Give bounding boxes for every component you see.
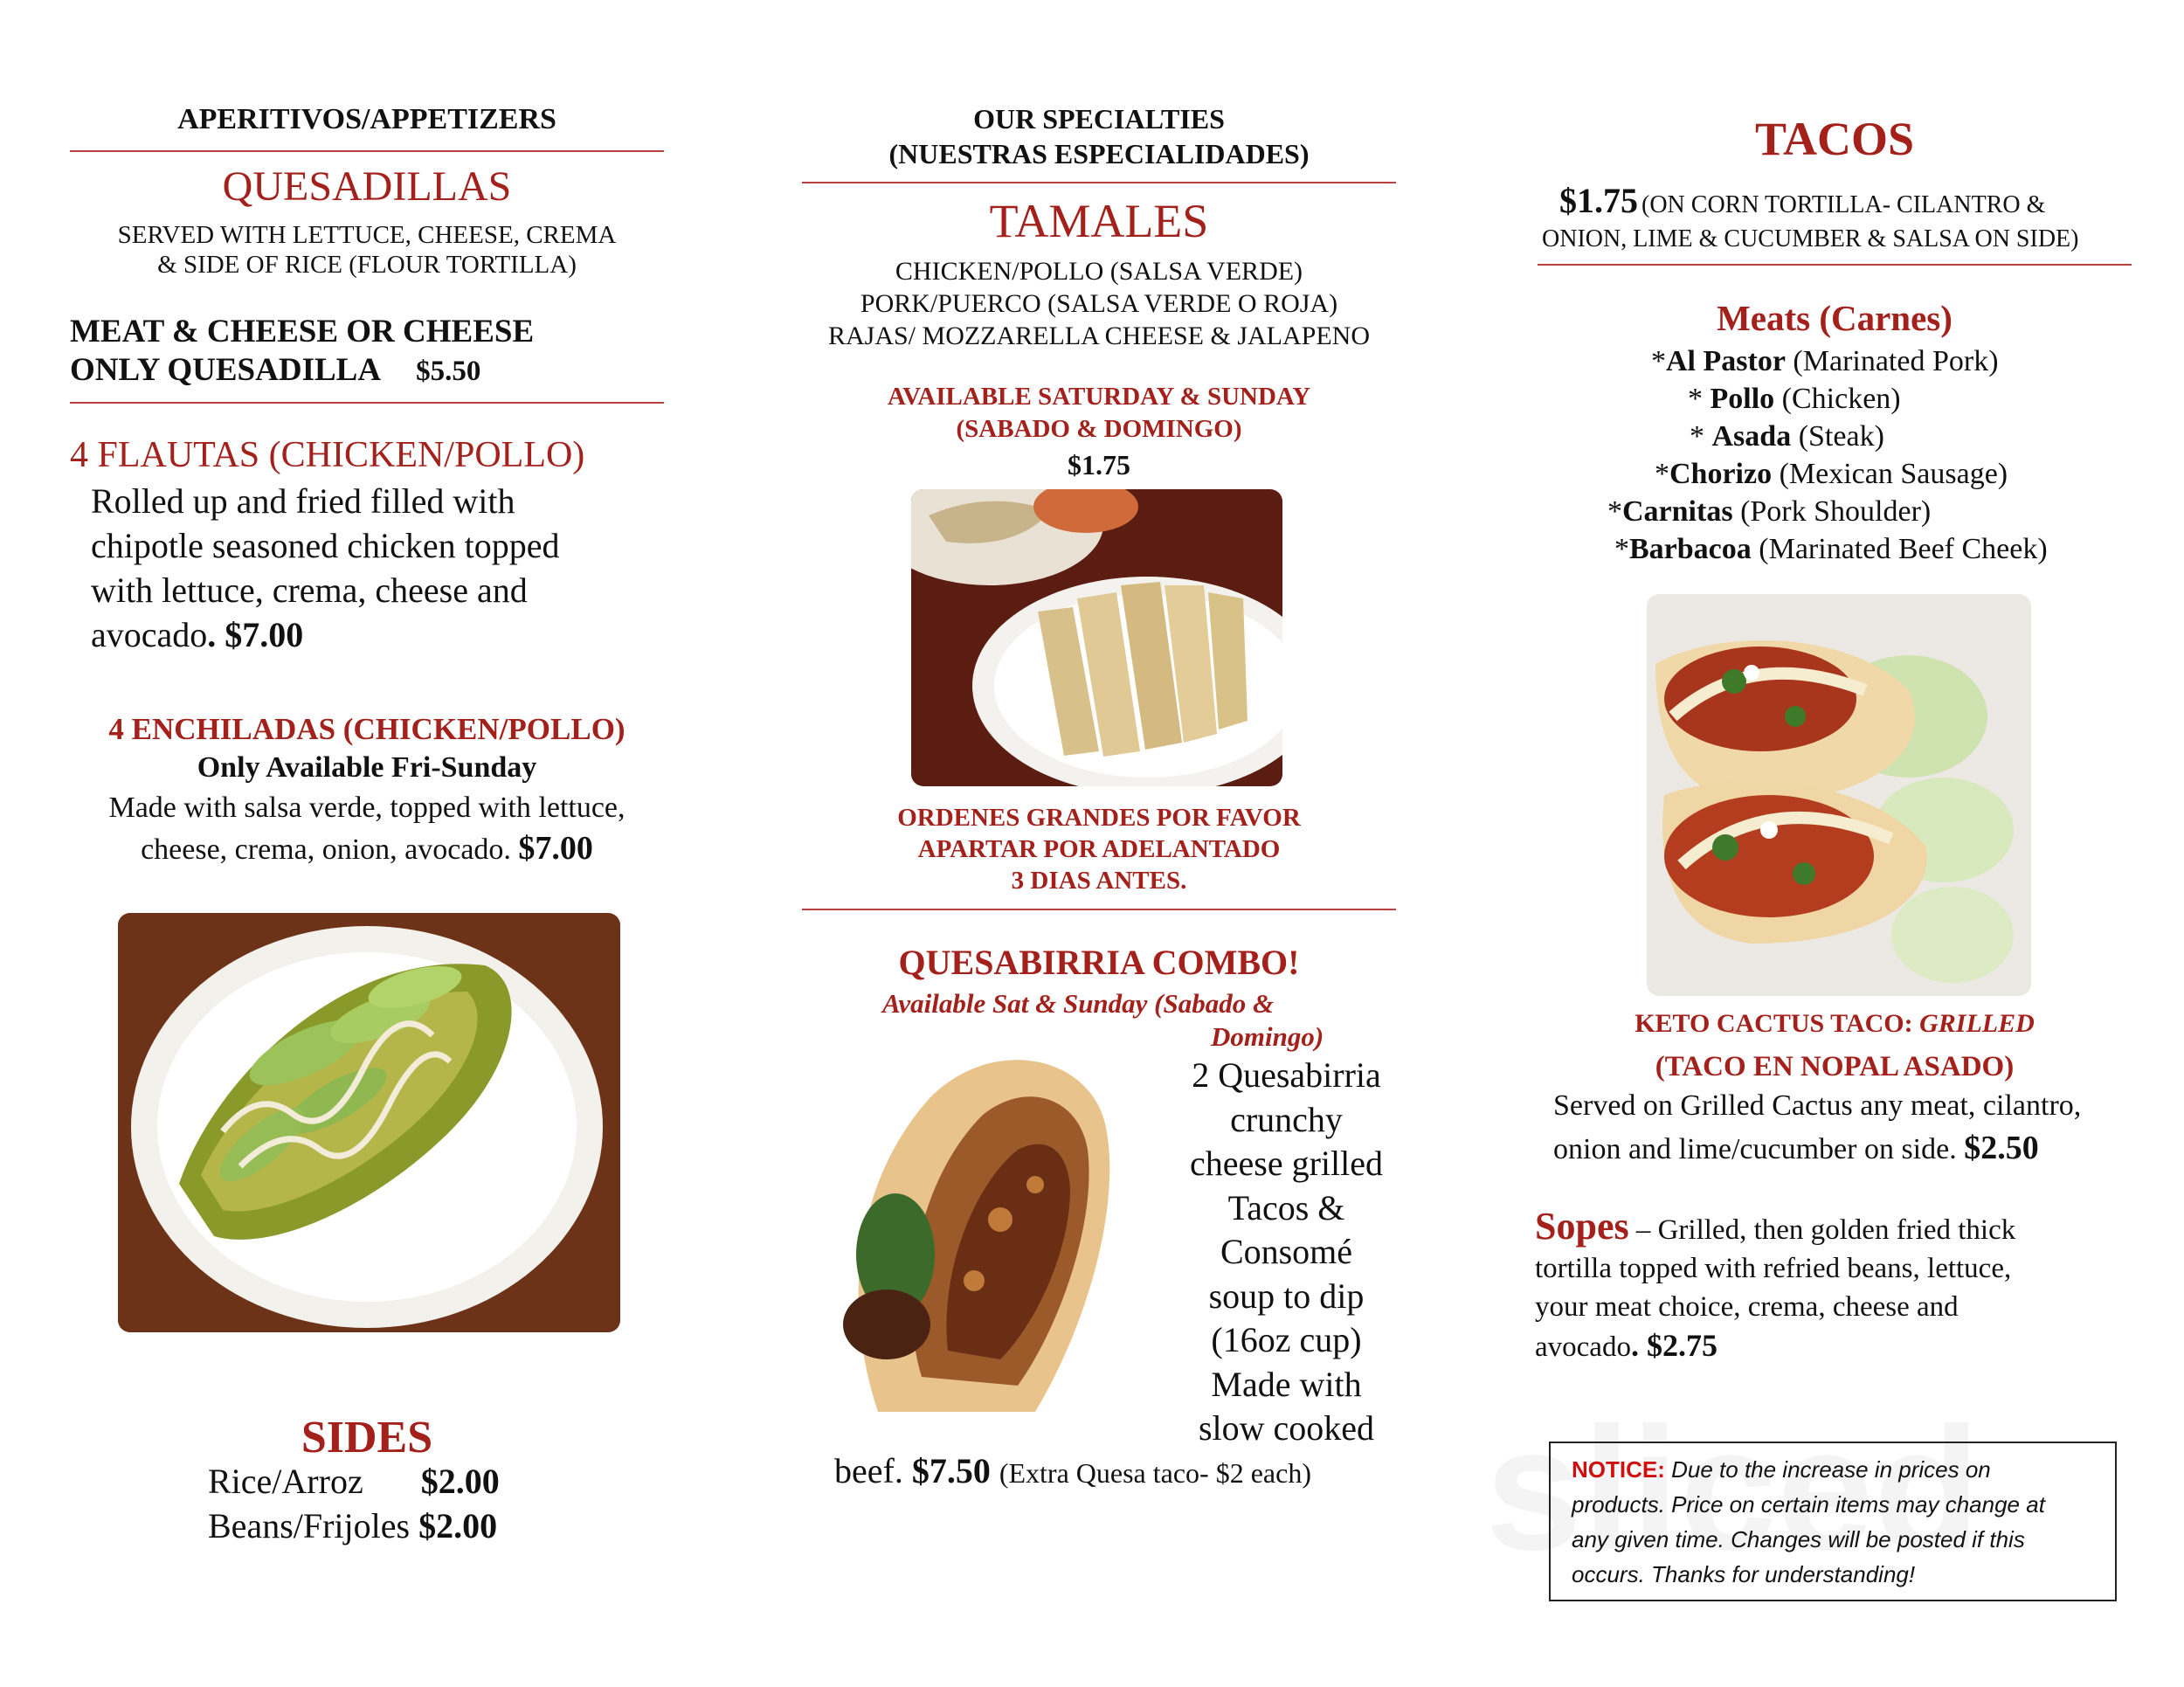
meat-name: Barbacoa [1629, 533, 1752, 565]
enchiladas-price: $7.00 [518, 830, 593, 867]
sides-title: SIDES [301, 1413, 433, 1462]
tacos-title: TACOS [1754, 113, 1915, 165]
keto-taco-price: $2.50 [1964, 1130, 2039, 1166]
quesadilla-divider [70, 402, 664, 404]
tamales-list: CHICKEN/POLLO (SALSA VERDE) PORK/PUERCO (SALSA VERDE O ROJA) RAJAS/ MOZZARELLA CHEESE & JALAPENO [827, 257, 1371, 350]
side-beans: Beans/Frijoles $2.00 [208, 1506, 498, 1545]
keto-taco-title: KETO CACTUS TACO: GRILLED [1635, 1009, 2035, 1038]
flautas-description: Rolled up and fried filled with chipotle seasoned chicken topped with lettuce, crema, cheese and avocado. $7.00 [91, 481, 560, 654]
quesabirria-desc-line: Tacos & [1227, 1187, 1345, 1227]
quesadillas-description: SERVED WITH LETTUCE, CHEESE, CREMA & SIDE OF RICE (FLOUR TORTILLA) [117, 221, 617, 279]
meat-name: Pollo [1710, 383, 1775, 415]
flautas-price: . $7.00 [207, 615, 304, 654]
quesadilla-item: MEAT & CHEESE OR CHEESE ONLY QUESADILLA $5.50 [70, 314, 535, 388]
quesadilla-price: $5.50 [416, 356, 481, 387]
quesabirria-photo [826, 1045, 1131, 1421]
meat-item: *Chorizo (Mexican Sausage) [1655, 458, 2008, 490]
quesabirria-desc-line: soup to dip [1208, 1276, 1365, 1316]
sopes-title: Sopes [1535, 1205, 1629, 1248]
meat-item: *Al Pastor (Marinated Pork) [1651, 345, 1999, 377]
tacos-description: ONION, LIME & CUCUMBER & SALSA ON SIDE) [1542, 225, 2079, 252]
price-notice-box: NOTICE: Due to the increase in prices on products. Price on certain items may change at any given time. Changes will be posted if this occurs. Thanks for understanding! [1549, 1442, 2117, 1601]
tacos-price-line: $1.75 (ON CORN TORTILLA- CILANTRO & [1559, 181, 2046, 220]
quesabirria-desc-line: crunchy [1230, 1099, 1343, 1139]
tamales-divider [802, 909, 1396, 910]
quesabirria-desc-line: slow cooked [1198, 1408, 1375, 1448]
quesabirria-desc-line: Made with [1211, 1364, 1362, 1404]
quesadillas-title: QUESADILLAS [222, 163, 512, 210]
quesabirria-desc-line: cheese grilled [1190, 1144, 1383, 1183]
meat-item: * Asada (Steak) [1690, 420, 1884, 453]
quesabirria-price: $7.50 [911, 1451, 991, 1490]
tamales-price: $1.75 [1068, 449, 1130, 481]
enchiladas-title: 4 ENCHILADAS (CHICKEN/POLLO) [108, 712, 625, 746]
enchiladas-photo [118, 913, 620, 1332]
quesabirria-desc-line: (16oz cup) [1211, 1320, 1362, 1359]
meat-name: Carnitas [1622, 495, 1733, 528]
quesabirria-title: QUESABIRRIA COMBO! [898, 943, 1300, 982]
meat-item: *Barbacoa (Marinated Beef Cheek) [1614, 533, 2048, 565]
meat-description: (Marinated Pork) [1793, 345, 1999, 377]
sides-list [208, 1459, 500, 1548]
tamales-title: TAMALES [989, 195, 1209, 247]
meat-description: (Steak) [1798, 420, 1884, 453]
tamales-photo [911, 489, 1282, 786]
quesabirria-desc-line: Consomé [1220, 1232, 1353, 1271]
flautas-title: 4 FLAUTAS (CHICKEN/POLLO) [70, 435, 585, 475]
meat-name: Chorizo [1669, 458, 1773, 490]
tacos-price: $1.75 [1559, 181, 1638, 220]
quesabirria-availability: Available Sat & Sunday (Sabado & Domingo) [882, 988, 1324, 1052]
meat-description: (Pork Shoulder) [1740, 495, 1932, 528]
side-rice: Rice/Arroz $2.00 [208, 1462, 500, 1501]
meat-description: (Marinated Beef Cheek) [1759, 533, 2048, 565]
enchiladas-availability: Only Available Fri-Sunday [197, 751, 537, 784]
specialties-heading: OUR SPECIALTIES (NUESTRAS ESPECIALIDADES) [888, 103, 1310, 169]
keto-taco-description: Served on Grilled Cactus any meat, cilantro, onion and lime/cucumber on side. $2.50 [1553, 1089, 2082, 1166]
quesabirria-desc-line: 2 Quesabirria [1192, 1055, 1381, 1095]
meat-description: (Chicken) [1781, 383, 1901, 415]
meat-description: (Mexican Sausage) [1779, 458, 2008, 490]
tamales-availability: AVAILABLE SATURDAY & SUNDAY (SABADO & DOMINGO) [887, 383, 1311, 443]
quesabirria-description [1171, 1054, 1402, 1451]
keto-taco-subtitle: (TACO EN NOPAL ASADO) [1655, 1051, 2015, 1082]
meat-item: *Carnitas (Pork Shoulder) [1607, 495, 1932, 528]
tacos-photo [1647, 594, 2031, 996]
meat-name: Al Pastor [1666, 345, 1786, 377]
appetizers-divider [70, 150, 664, 152]
notice-label: NOTICE: [1572, 1456, 1665, 1483]
sopes-description: Sopes – Grilled, then golden fried thick tortilla topped with refried beans, lettuce, your meat choice, crema, cheese and avocado. $2.75 [1535, 1205, 2016, 1363]
meats-title: Meats (Carnes) [1717, 298, 1952, 338]
meats-list [1599, 342, 2088, 568]
appetizers-heading: APERITIVOS/APPETIZERS [177, 103, 556, 135]
quesabirria-price-line: beef. $7.50 (Extra Quesa taco- $2 each) [834, 1451, 1311, 1490]
meat-name: Asada [1711, 420, 1792, 453]
sopes-price: . $2.75 [1630, 1328, 1717, 1363]
tacos-divider [1538, 264, 2132, 266]
enchiladas-description: Made with salsa verde, topped with lettuce, cheese, crema, onion, avocado. $7.00 [108, 792, 625, 867]
specialties-divider [802, 182, 1396, 183]
large-orders-note: ORDENES GRANDES POR FAVOR APARTAR POR ADELANTADO 3 DIAS ANTES. [897, 804, 1301, 895]
meat-item: * Pollo (Chicken) [1688, 383, 1901, 415]
